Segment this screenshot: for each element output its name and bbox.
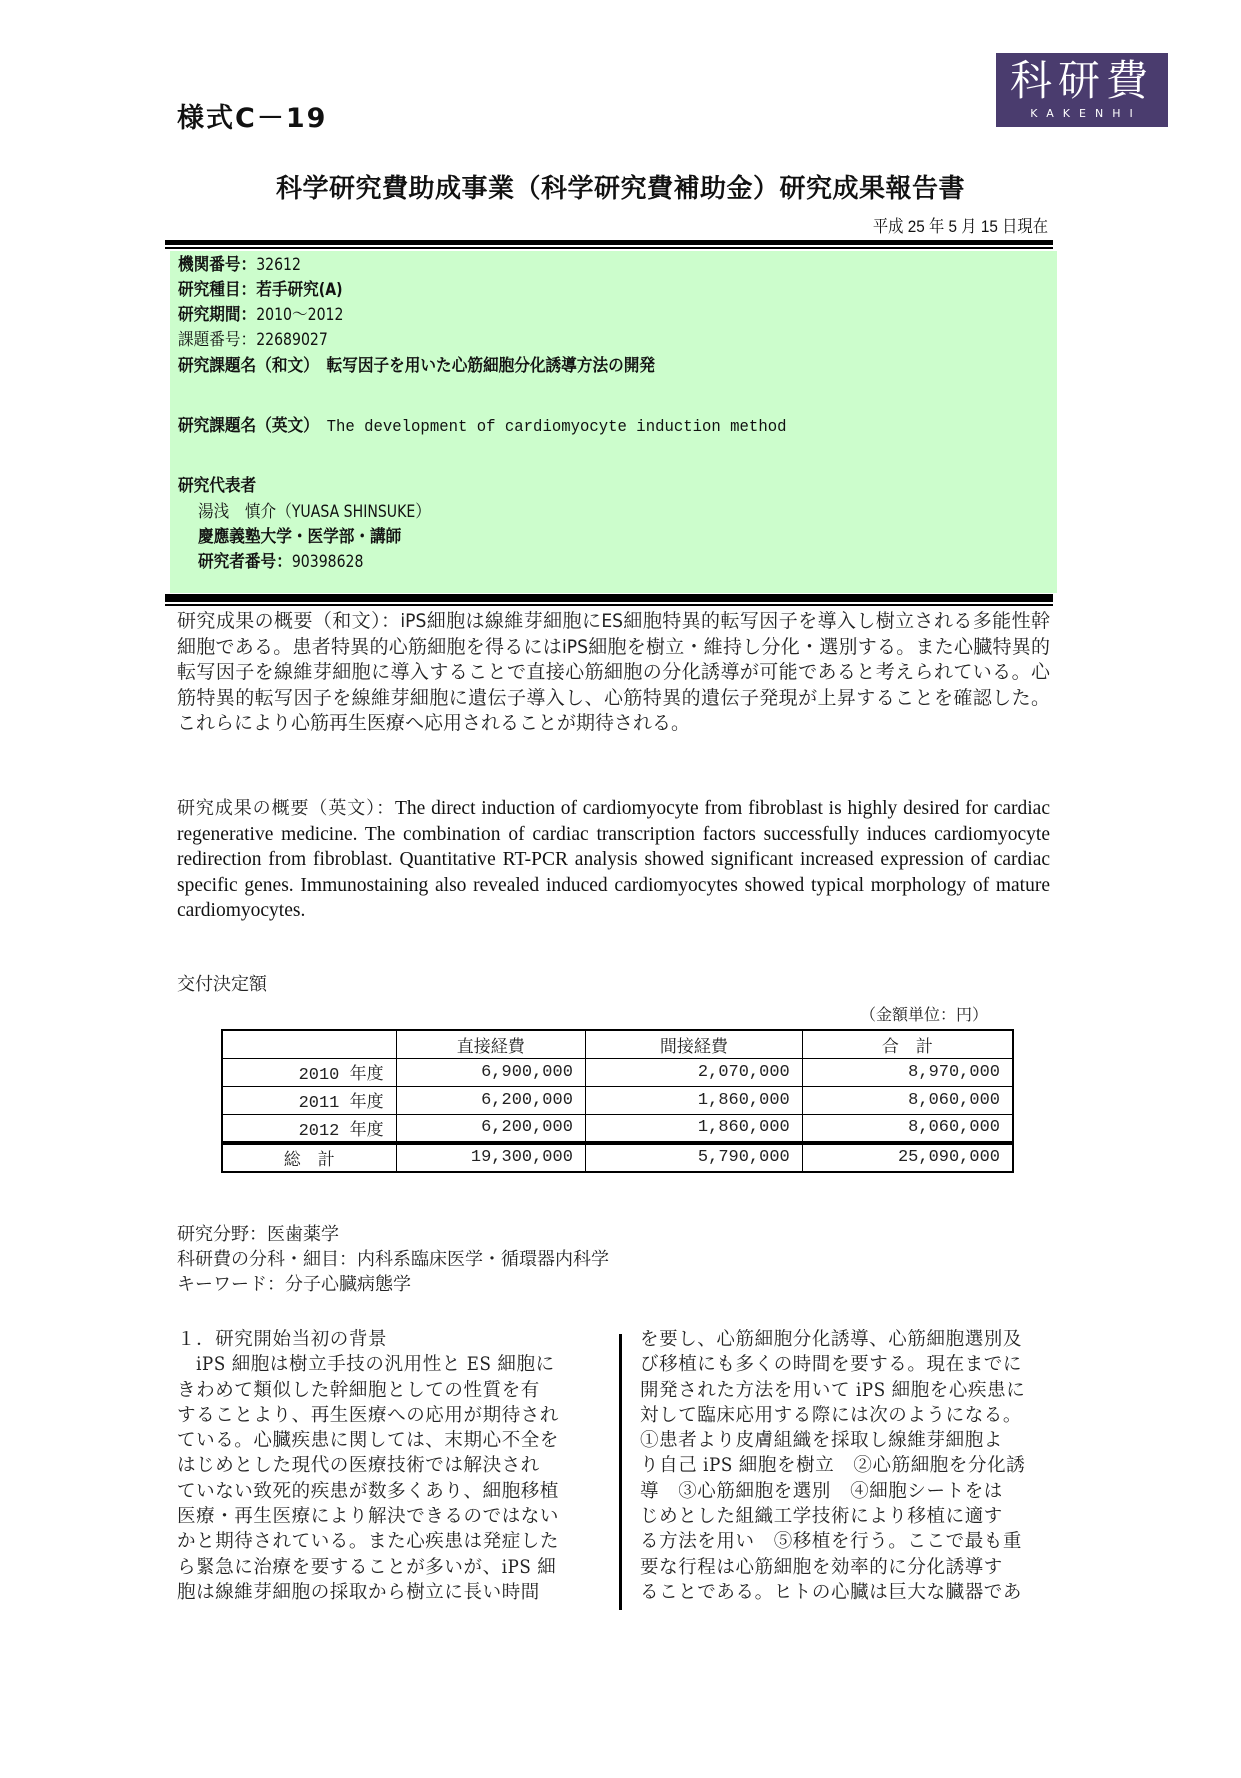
abstract-jp-label: 研究成果の概要（和文）： bbox=[177, 610, 401, 632]
section1-heading: １．研究開始当初の背景 bbox=[177, 1329, 388, 1350]
research-field: 研究分野：医歯薬学 bbox=[177, 1224, 339, 1245]
row-year: 2011 年度 bbox=[222, 1086, 396, 1114]
divider-bottom-thin bbox=[165, 604, 1053, 606]
research-subfield: 科研費の分科・細目：内科系臨床医学・循環器内科学 bbox=[177, 1249, 609, 1270]
body-line: 開発された方法を用いて iPS 細胞を心疾患に bbox=[640, 1379, 1026, 1401]
pi-name-value: 湯浅 慎介（YUASA SHINSUKE） bbox=[198, 502, 431, 522]
form-code: 様式C－19 bbox=[177, 103, 328, 134]
pi-heading bbox=[178, 475, 256, 497]
section1-right-column bbox=[640, 1327, 1060, 1605]
header-direct-cost: 直接経費 bbox=[396, 1030, 585, 1058]
title-en-value: The development of cardiomyocyte induction method bbox=[326, 418, 787, 437]
row-indirect: 1,860,000 bbox=[585, 1114, 802, 1143]
body-line: iPS 細胞は樹立手技の汎用性と ES 細胞に bbox=[177, 1354, 555, 1376]
body-line: じめとした組織工学技術により移植に適す bbox=[640, 1506, 1003, 1528]
body-line: はじめとした現代の医療技術では解決され bbox=[177, 1455, 540, 1477]
body-line: 医療・再生医療により解決できるのではない bbox=[177, 1506, 560, 1528]
header-indirect-cost: 間接経費 bbox=[585, 1030, 802, 1058]
row-direct: 6,900,000 bbox=[396, 1058, 585, 1086]
body-line: きわめて類似した幹細胞としての性質を有 bbox=[177, 1379, 540, 1401]
project-number-label: 課題番号： bbox=[178, 330, 257, 350]
abstract-en-text: The direct induction of cardiomyocyte from fibroblast is highly desired for cardiac regenerative medicine. The combination of cardiac transcription factors successfully induces cardiomyocyte redirection from fibroblast. Quantitative RT-PCR analysis showed significant increased expression of cardiac specific genes. Immunostaining also revealed induced cardiomyocytes showed typical morphology of mature cardiomyocytes. bbox=[177, 798, 1050, 921]
body-line: ている。心臓疾患に関しては、末期心不全を bbox=[177, 1430, 560, 1452]
row-year: 2012 年度 bbox=[222, 1114, 396, 1143]
title-en-label: 研究課題名（英文） bbox=[178, 416, 311, 436]
pi-number-value: 90398628 bbox=[291, 552, 364, 572]
total-direct: 19,300,000 bbox=[396, 1143, 585, 1172]
research-period bbox=[178, 304, 343, 326]
classification bbox=[177, 1222, 609, 1297]
project-number-value: 22689027 bbox=[256, 330, 328, 350]
pi-number-label: 研究者番号： bbox=[198, 552, 292, 572]
row-year: 2010 年度 bbox=[222, 1058, 396, 1086]
divider-top bbox=[165, 240, 1053, 245]
title-jp-label: 研究課題名（和文） bbox=[178, 356, 311, 376]
grant-amount-label: 交付決定額 bbox=[177, 974, 267, 995]
table-row bbox=[222, 1114, 1013, 1143]
column-divider bbox=[619, 1334, 622, 1610]
body-line: ることである。ヒトの心臓は巨大な臓器であ bbox=[640, 1581, 1023, 1603]
body-line: る方法を用い ⑤移植を行う。ここで最も重 bbox=[640, 1531, 1023, 1553]
kakenhi-logo bbox=[996, 53, 1168, 127]
table-header-row bbox=[222, 1030, 1013, 1058]
row-direct: 6,200,000 bbox=[396, 1114, 585, 1143]
body-line: び移植にも多くの時間を要する。現在までに bbox=[640, 1354, 1023, 1376]
abstract-english bbox=[177, 796, 1050, 924]
pi-name bbox=[198, 501, 431, 523]
row-total: 8,060,000 bbox=[802, 1114, 1013, 1143]
institution-label: 機関番号： bbox=[178, 255, 257, 275]
grant-table bbox=[221, 1029, 1014, 1173]
project-title-en bbox=[178, 415, 786, 439]
pi-affiliation bbox=[198, 526, 401, 548]
currency-unit-label: （金額単位：円） bbox=[860, 1005, 989, 1024]
pi-affiliation-value: 慶應義塾大学・医学部・講師 bbox=[198, 527, 402, 547]
divider-top-thin bbox=[165, 247, 1053, 249]
category-label: 研究種目： bbox=[178, 280, 257, 300]
report-title: 科学研究費助成事業（科学研究費補助金）研究成果報告書 bbox=[275, 174, 965, 204]
body-line: り自己 iPS 細胞を樹立 ②心筋細胞を分化誘 bbox=[640, 1455, 1026, 1477]
row-total: 8,060,000 bbox=[802, 1086, 1013, 1114]
abstract-japanese bbox=[177, 609, 1050, 737]
table-row bbox=[222, 1058, 1013, 1086]
logo-roman: KAKENHI bbox=[1030, 107, 1142, 120]
logo-kanji: 科研費 bbox=[1009, 56, 1154, 105]
report-date: 平成 25 年 5 月 15 日現在 bbox=[872, 217, 1048, 236]
body-line: を要し、心筋細胞分化誘導、心筋細胞選別及 bbox=[640, 1329, 1023, 1350]
section1-left-column bbox=[177, 1327, 597, 1605]
body-line: ①患者より皮膚組織を採取し線維芽細胞よ bbox=[640, 1430, 1003, 1452]
period-label: 研究期間： bbox=[178, 305, 257, 325]
table-total-row bbox=[222, 1143, 1013, 1172]
project-title-jp bbox=[178, 355, 655, 377]
project-info-box bbox=[170, 251, 1057, 593]
body-line: かと期待されている。また心疾患は発症した bbox=[177, 1531, 560, 1553]
abstract-jp-text: iPS細胞は線維芽細胞にES細胞特異的転写因子を導入し樹立される多能性幹細胞である。患者特異的心筋細胞を得るにはiPS細胞を樹立・維持し分化・選別する。また心臓特異的転写因子を線維芽細胞に導入することで直接心筋細胞の分化誘導が可能であると考えられている。心筋特異的転写因子を線維芽細胞に遺伝子導入し、心筋特異的遺伝子発現が上昇することを確認した。これらにより心筋再生医療へ応用されることが期待される。 bbox=[177, 610, 1050, 734]
body-line: することより、再生医療への応用が期待され bbox=[177, 1404, 560, 1426]
title-jp-value: 転写因子を用いた心筋細胞分化誘導方法の開発 bbox=[326, 356, 656, 376]
divider-bottom bbox=[165, 594, 1053, 602]
row-indirect: 1,860,000 bbox=[585, 1086, 802, 1114]
body-line: 対して臨床応用する際には次のようになる。 bbox=[640, 1404, 1023, 1426]
period-value: 2010～2012 bbox=[256, 305, 344, 325]
body-line: ていない致死的疾患が数多くあり、細胞移植 bbox=[177, 1480, 560, 1502]
abstract-en-label: 研究成果の概要（英文）： bbox=[177, 798, 395, 819]
project-number bbox=[178, 329, 328, 351]
research-category bbox=[178, 279, 343, 301]
header-empty bbox=[222, 1030, 396, 1058]
body-line: 導 ③心筋細胞を選別 ④細胞シートをは bbox=[640, 1480, 1003, 1502]
institution-value: 32612 bbox=[256, 255, 301, 275]
body-line: 要な行程は心筋細胞を効率的に分化誘導す bbox=[640, 1556, 1003, 1578]
body-line: 胞は線維芽細胞の採取から樹立に長い時間 bbox=[177, 1581, 540, 1603]
pi-label: 研究代表者 bbox=[178, 476, 257, 496]
row-direct: 6,200,000 bbox=[396, 1086, 585, 1114]
body-line: ら緊急に治療を要することが多いが、iPS 細 bbox=[177, 1556, 557, 1578]
row-indirect: 2,070,000 bbox=[585, 1058, 802, 1086]
total-indirect: 5,790,000 bbox=[585, 1143, 802, 1172]
header-total: 合 計 bbox=[802, 1030, 1013, 1058]
pi-number bbox=[198, 551, 363, 573]
row-total: 8,970,000 bbox=[802, 1058, 1013, 1086]
total-label: 総 計 bbox=[222, 1143, 396, 1172]
total-total: 25,090,000 bbox=[802, 1143, 1013, 1172]
institution-number bbox=[178, 254, 301, 276]
table-row bbox=[222, 1086, 1013, 1114]
category-value: 若手研究(A) bbox=[256, 280, 343, 300]
keywords: キーワード：分子心臓病態学 bbox=[177, 1274, 411, 1295]
